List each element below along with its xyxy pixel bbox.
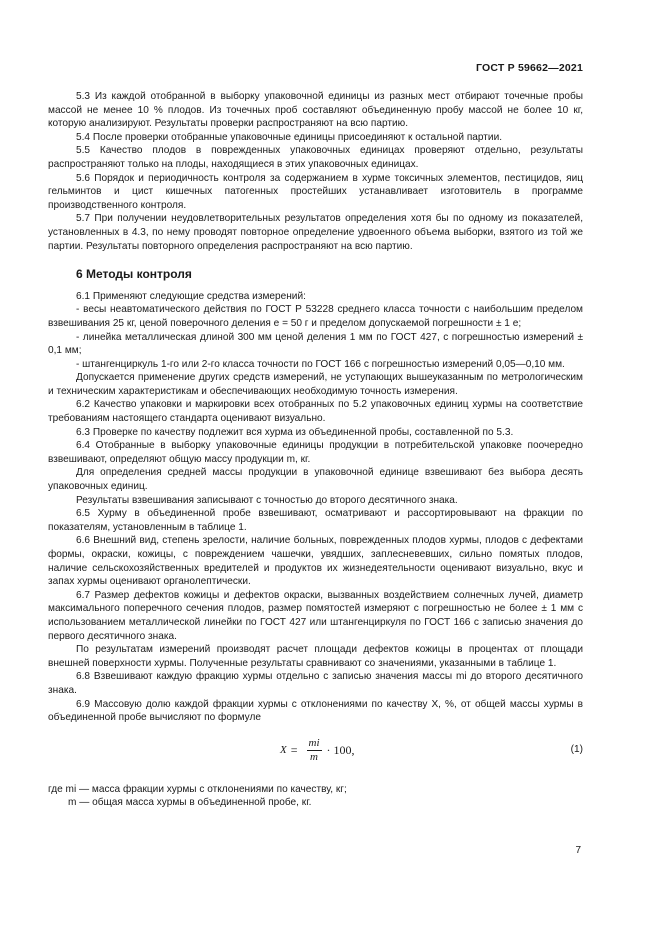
paragraph-6-8: 6.8 Взвешивают каждую фракцию хурмы отдельно с записью значения массы mi до второго десятичного знака. — [48, 671, 583, 696]
paragraph-6-1: 6.1 Применяют следующие средства измерений: — [76, 290, 306, 302]
legend-mi: где mi — масса фракции хурмы с отклонениями по качеству, кг; — [48, 783, 347, 795]
paragraph-5-6: 5.6 Порядок и периодичность контроля за содержанием в хурме токсичных элементов, пестицидов, яиц гельминтов и цист кишечных патогенных простейших устанавливает изготовитель в программе производственного контроля. — [48, 172, 583, 211]
formula-numerator: mi — [307, 737, 322, 752]
page-content — [48, 90, 583, 810]
paragraph-5-4: 5.4 После проверки отобранные упаковочные единицы присоединяют к остальной партии. — [76, 131, 503, 143]
paragraph-average-mass: Для определения средней массы продукции в упаковочной единице взвешивают без выбора десять упаковочных единиц. — [48, 467, 583, 493]
section-5-continuation — [48, 90, 583, 253]
paragraph-6-9: 6.9 Массовую долю каждой фракции хурмы с отклонениями по качеству X, %, от общей массы хурмы в объединенной пробе вычисляют по формуле — [48, 698, 583, 724]
equation-number: (1) — [570, 743, 583, 755]
paragraph-6-6: 6.6 Внешний вид, степень зрелости, наличие больных, поврежденных плодов хурмы, плодов с дефектами формы, окраски, кожицы, с повреждением чашечки, увядших, заплесневевших, сильно помятых плодов, наличие сельскохозяйственных вредителей и продуктов их жизнедеятельности оценивают визуально, вкус и запах хурмы оценивают органолептически. — [48, 535, 583, 588]
formula-multiplier: · 100, — [326, 743, 355, 758]
paragraph-6-4: 6.4 Отобранные в выборку упаковочные единицы продукции в потребительской упаковке поочередно взвешивают, определяют общую массу продукции m, кг. — [48, 440, 583, 465]
formula-denominator: m — [310, 751, 318, 764]
paragraph-defect-area: По результатам измерений производят расчет площади дефектов кожицы в процентах от площади внешней поверхности хурмы. Полученные результаты сравнивают со значениями, указанными в таблице 1. — [48, 644, 583, 669]
paragraph-6-2: 6.2 Качество упаковки и маркировки всех отобранных по 5.2 упаковочных единиц хурмы на соответствие требованиям настоящего стандарта оценивают визуально. — [48, 399, 583, 425]
paragraph-other-instruments: Допускается применение других средств измерений, не уступающих вышеуказанным по метрологическим и техническим характеристикам и обеспечивающих необходимую точность измерения. — [48, 372, 583, 397]
list-item-scales: - весы неавтоматического действия по ГОСТ Р 53228 среднего класса точности с наибольшим пределом взвешивания 25 кг, ценой поверочного деления e = 50 г и пределом допускаемой погрешности ± 1 e; — [48, 304, 583, 329]
paragraph-6-7: 6.7 Размер дефектов кожицы и дефектов окраски, вызванных воздействием солнечных лучей, диаметр максимального поперечного сечения плодов, размер помятостей измеряют с погрешностью не более ± 1 мм с использованием металлической линейки по ГОСТ 427 или штангенциркуля по ГОСТ 166 с записью значения до первого десятичного знака. — [48, 589, 583, 642]
standard-code: ГОСТ Р 59662—2021 — [475, 62, 583, 74]
formula-equals: = — [290, 743, 298, 758]
section-heading: 6 Методы контроля — [76, 267, 192, 282]
list-item-caliper: - штангенциркуль 1-го или 2-го класса точности по ГОСТ 166 с погрешностью измерений 0,05—0,10 мм. — [76, 358, 565, 370]
formula-legend — [48, 783, 583, 810]
list-item-ruler: - линейка металлическая длиной 300 мм ценой деления 1 мм по ГОСТ 427, с погрешностью измерений ± 0,1 мм; — [48, 331, 583, 357]
formula-row — [48, 733, 583, 773]
paragraph-6-5: 6.5 Хурму в объединенной пробе взвешивают, осматривают и рассортировывают на фракции по показателям, установленным в таблице 1. — [48, 508, 583, 533]
page-number: 7 — [575, 845, 581, 856]
paragraph-5-5: 5.5 Качество плодов в поврежденных упаковочных единицах проверяют отдельно, результаты распространяют только на плоды, находящиеся в этих упаковочных единицах. — [48, 145, 583, 170]
formula — [280, 737, 355, 765]
paragraph-6-3: 6.3 Проверке по качеству подлежит вся хурма из объединенной пробы, составленной по 5.3. — [76, 426, 514, 438]
paragraph-5-7: 5.7 При получении неудовлетворительных результатов определения хотя бы по одному из показателей, установленных в 4.3, по нему проводят повторное определение удвоенного объема выборки, взятого из той же партии. Результаты повторного определения распространяют на всю партию. — [48, 213, 583, 252]
legend-m: m — общая масса хурмы в объединенной пробе, кг. — [68, 797, 312, 809]
section-6-body — [48, 290, 583, 725]
formula-lhs: X — [280, 744, 287, 757]
formula-fraction — [307, 737, 322, 765]
paragraph-5-3: 5.3 Из каждой отобранной в выборку упаковочной единицы из разных мест отбирают точечные пробы массой не менее 10 % плодов. Из точечных проб составляют объединенную пробу массой не более 10 кг, которую анализируют. Результаты проверки распространяют на всю партию. — [48, 91, 583, 130]
paragraph-weighing-results: Результаты взвешивания записывают с точностью до второго десятичного знака. — [76, 494, 458, 506]
